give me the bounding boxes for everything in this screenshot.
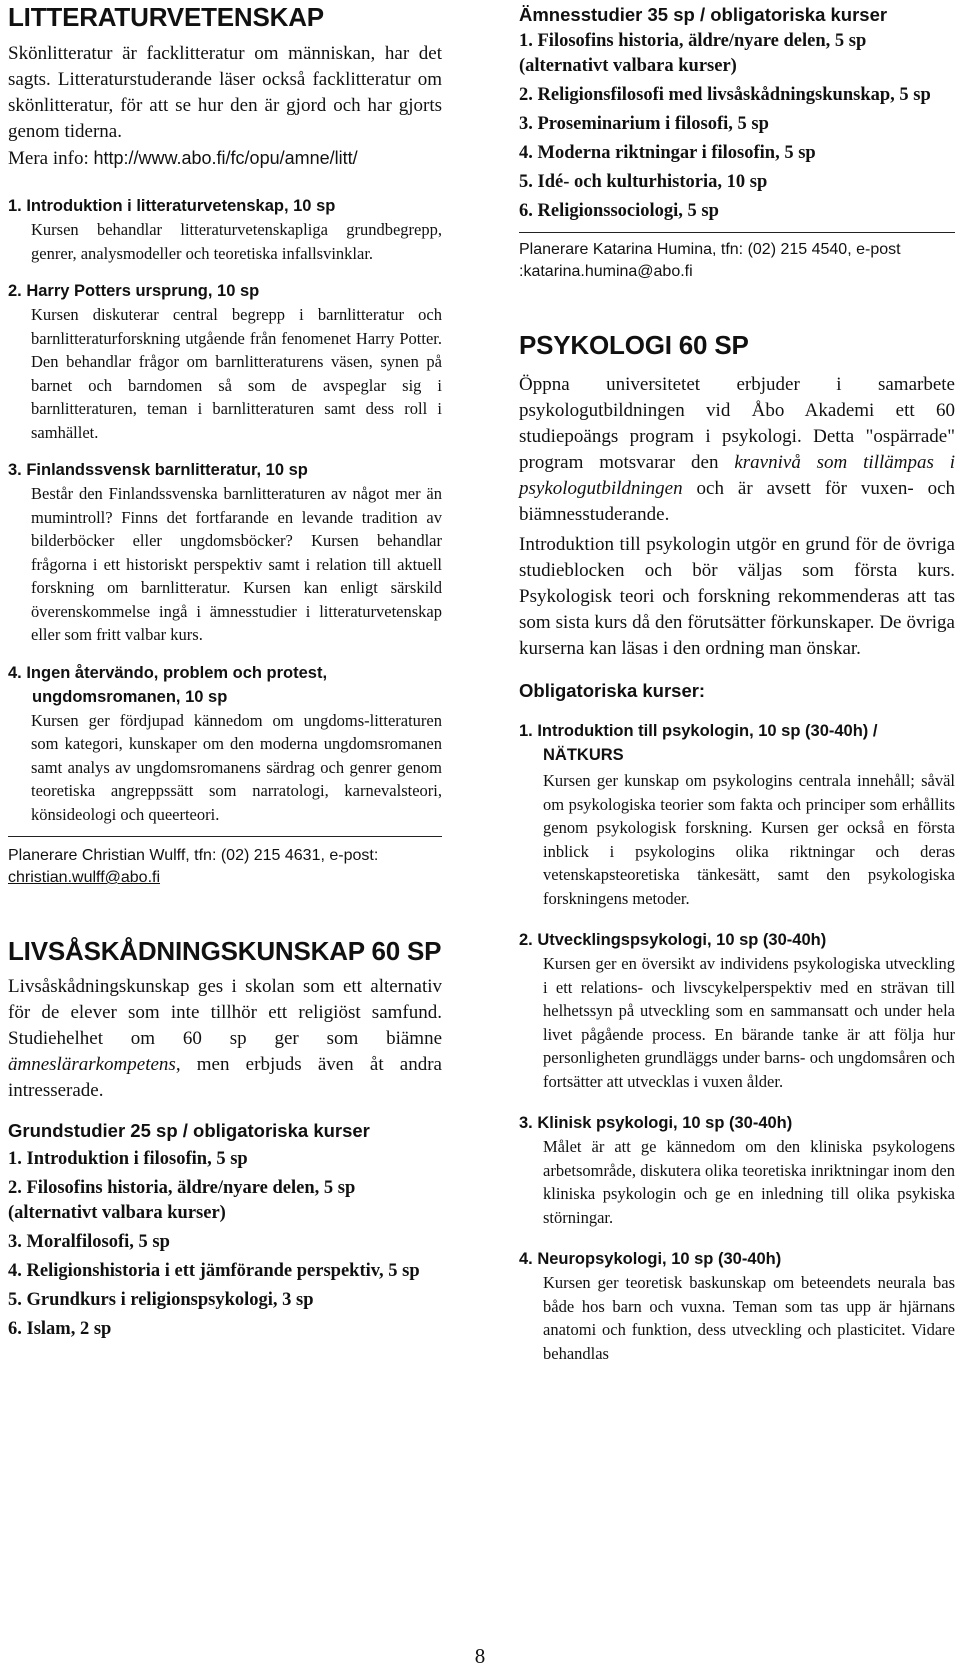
psyk-course-4 [519,1247,955,1365]
course-title: 3. Finlandssvensk barnlitteratur, 10 sp [8,461,308,479]
course-description: Kursen behandlar litteraturvetenskapliga grundbegrepp, genrer, analysmodeller och teoretiska infallsvinklar. [31,220,442,263]
psyk-intro-text: Öppna universitetet erbjuder i samarbete psykologutbildningen vid Åbo Akademi ett 60 studiepoängs program i psykologi. Detta "ospärrade" program motsvarar den [519,374,955,473]
list-item: 3. Moralfilosofi, 5 sp [8,1232,170,1252]
left-column [8,0,442,1346]
list-item: 2. Religionsfilosofi med livsåskådningskunskap, 5 sp [519,85,931,105]
course-description: Målet är att ge kännedom om den kliniska psykologens arbetsområde, diskutera olika teoretiska inriktningar inom den kliniska psykologin och ge en inledning till olika psykiska störningar. [543,1137,955,1227]
litt-info-label: Mera info: [8,148,89,169]
list-item: 5. Idé- och kulturhistoria, 10 sp [519,172,768,192]
list-item: 4. Religionshistoria i ett jämförande perspektiv, 5 sp [8,1261,420,1281]
course-title: 1. Introduktion till psykologin, 10 sp (30-40h) / NÄTKURS [519,722,878,764]
course-title: 2. Harry Potters ursprung, 10 sp [8,282,260,300]
liv-intro-emphasis: ämneslärarkompetens [8,1054,176,1075]
litt-planner [8,845,442,889]
list-item: 2. Filosofins historia, äldre/nyare delen, 5 sp (alternativt valbara kurser) [8,1178,356,1223]
litt-intro [8,41,442,172]
section-title-psykologi: PSYKOLOGI 60 SP [519,330,749,360]
course-description: Består den Finlandssvenska barnlitteraturen av något mer än mumintroll? Finns det fortfarande en levande tradition av bilderböcker eller ungdomsböcker? Kursen behandlar frågorna i ett historiskt perspektiv samt i relation till aktuell forskning om barnlitteratur. Kursen kan enligt särskild överenskommelse ingå i ämnesstudier i litteraturvetenskap eller som fritt valbar kurs. [31,484,442,644]
litt-intro-text: Skönlitteratur är facklitteratur om människan, har det sagts. Litteraturstuderande läser också facklitteratur om skönlitteratur, för att se hur den är gjord och har gjorts genom tiderna. [8,43,442,142]
psyk-course-3 [519,1111,955,1229]
list-item: 1. Filosofins historia, äldre/nyare delen, 5 sp (alternativt valbara kurser) [519,31,867,76]
litt-course-4 [8,661,442,827]
psyk-intro-2: Introduktion till psykologin utgör en grund för de övriga studieblocken och bör väljas som första kurs. Psykologisk teori och forskning rekommenderas att tas som sista kurs då den förutsätter förkunskaper. De övriga kurserna kan läsas i den ordning man önskar. [519,534,955,659]
course-description: Kursen ger fördjupad kännedom om ungdoms-litteraturen som kategori, kunskaper om den moderna ungdomsromanen samt analys av ungdomsromanens särdrag och genrer genom teoretiska angreppssätt som narratologi, karnevalsteori, könsideologi och queerteori. [31,710,442,824]
psyk-course-2 [519,928,955,1093]
psyk-intro-emphasis: kravnivå som tillämpas i psykologutbildningen [519,452,955,499]
psyk-course-1 [519,719,955,910]
liv-planner: Planerare Katarina Humina, tfn: (02) 215 4540, e-post :katarina.humina@abo.fi [519,241,901,280]
course-description: Kursen ger en översikt av individens psykologiska utveckling i ett relations- och livscykelperspektiv med en strävan till helhetssyn på utveckling som en sammansatt och under hela livet pågående process. En bärande tanke är att följa hur personligheten grundläggs under barns- och ungdomsåren och fortsätter att utvecklas i vuxen ålder. [543,954,955,1091]
list-item: 1. Introduktion i filosofin, 5 sp [8,1149,248,1169]
divider [519,232,955,233]
course-title: 4. Neuropsykologi, 10 sp (30-40h) [519,1250,782,1268]
right-column [519,0,955,1365]
list-item: 3. Proseminarium i filosofi, 5 sp [519,114,769,134]
section-title-litteraturvetenskap: LITTERATURVETENSKAP [8,2,324,32]
divider [8,836,442,837]
psyk-intro-text-end: och är avsett för vuxen- och biämnesstuderande. [519,478,956,525]
liv-intro [8,974,442,1104]
list-item: 6. Religionssociologi, 5 sp [519,201,719,221]
course-description: Kursen diskuterar central begrepp i barnlitteratur och barnlitteraturforskning utgående från fenomenet Harry Potter. Den behandlar frågor om barnlitteraturens väsen, synen på barnet och barndomen så som de avspeglar sig i barnlitteraturen, teman i barnlitteraturen samt dess roll i samhället. [31,305,442,442]
liv-intro-text-end: , men erbjuds även åt andra intresserade. [8,1054,442,1101]
list-item: 5. Grundkurs i religionspsykologi, 3 sp [8,1290,314,1310]
psyk-intro [519,372,955,528]
course-title: 4. Ingen återvändo, problem och protest, ungdomsromanen, 10 sp [8,663,328,706]
list-item: 6. Islam, 2 sp [8,1319,112,1339]
grund-course-list [8,1147,442,1342]
amne-heading: Ämnesstudier 35 sp / obligatoriska kurser [519,4,888,25]
course-description: Kursen ger kunskap om psykologins centrala innehåll; såväl om psykologiska teorier som fakta och principer som erhållits genom psykologisk forskning. Kursen ger också en första inblick i psykologins olika riktningar och deras vetenskapsteoretiska tänkesätt, samt den psykologiska forskningens metoder. [543,771,955,908]
course-title: 2. Utvecklingspsykologi, 10 sp (30-40h) [519,931,827,949]
litt-info-url[interactable]: http://www.abo.fi/fc/opu/amne/litt/ [93,148,358,168]
section-title-livsaskadningskunskap: LIVSÅSKÅDNINGSKUNSKAP 60 SP [8,936,442,966]
course-description: Kursen ger teoretisk baskunskap om beteendets neurala bas både hos barn och vuxna. Teman som tas upp är hjärnans anatomi och funktion, dess utveckling och plasticitet. Vidare behandlas [543,1273,955,1363]
page-number: 8 [474,1644,486,1668]
amne-course-list [519,29,955,224]
litt-course-2 [8,279,442,444]
planner-email-link[interactable]: christian.wulff@abo.fi [8,869,161,886]
list-item: 4. Moderna riktningar i filosofin, 5 sp [519,143,816,163]
oblig-heading: Obligatoriska kurser: [519,680,706,701]
liv-intro-text: Livsåskådningskunskap ges i skolan som ett alternativ för de elever som inte tillhör ett religiöst samfund. Studiehelhet om 60 sp ger som biämne [8,976,442,1049]
course-title: 3. Klinisk psykologi, 10 sp (30-40h) [519,1114,793,1132]
litt-course-1 [8,194,442,265]
course-title: 1. Introduktion i litteraturvetenskap, 10 sp [8,197,336,215]
planner-text: Planerare Christian Wulff, tfn: (02) 215 4631, e-post: [8,847,379,864]
litt-course-3 [8,458,442,647]
grund-heading: Grundstudier 25 sp / obligatoriska kurser [8,1120,370,1141]
